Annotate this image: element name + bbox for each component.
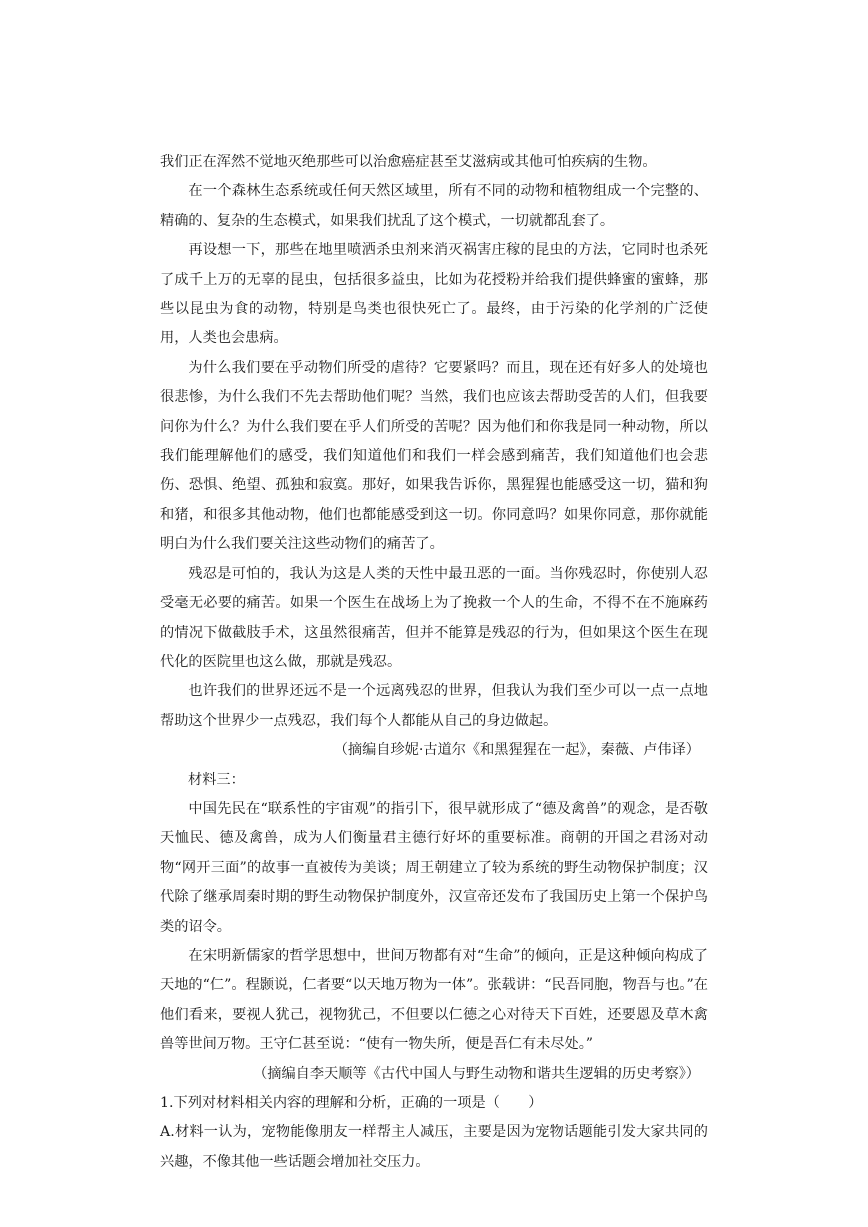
question-stem: 1.下列对材料相关内容的理解和分析，正确的一项是（ ） [160,1095,543,1111]
paragraph-5: 残忍是可怕的，我认为这是人类的天性中最丑恶的一面。当你残忍时，你使别人忍受毫无必要的痛苦。如果一个医生在战场上为了挽救一个人的生命，不得不在不施麻药的情况下做截肢手术，这虽然很痛苦，但并不能算是残忍的行为，但如果这个医生在现代化的医院里也这么做，那就是残忍。 [160,565,708,670]
option-a: A.材料一认为，宠物能像朋友一样帮主人减压，主要是因为宠物话题能引发大家共同的兴趣，不像其他一些话题会增加社交压力。 [160,1124,708,1170]
paragraph-7: 中国先民在“联系性的宇宙观”的指引下，很早就形成了“德及禽兽”的观念，是否敬天恤民、德及禽兽，成为人们衡量君主德行好坏的重要标准。商朝的开国之君汤对动物“网开三面”的故事一直被传为美谈；周王朝建立了较为系统的野生动物保护制度；汉代除了继承周秦时期的野生动物保护制度外，汉宣帝还发布了我国历史上第一个保护鸟类的诏令。 [160,800,708,935]
document-page [160,148,708,1177]
paragraph-8: 在宋明新儒家的哲学思想中，世间万物都有对“生命”的倾向，正是这种倾向构成了天地的“仁”。程颢说，仁者要“以天地万物为一体”。张载讲：“民吾同胞，物吾与也。”在他们看来，要视人犹己，视物犹己，不但要以仁德之心对待天下百姓，还要恩及草木禽兽等世间万物。王守仁甚至说：“使有一物失所，便是吾仁有未尽处。” [160,947,708,1053]
paragraph-4: 为什么我们要在乎动物们所受的虐待？它要紧吗？而且，现在还有好多人的处境也很悲惨，为什么我们不先去帮助他们呢？当然，我们也应该去帮助受苦的人们，但我要问你为什么？为什么我们要在乎人们所受的苦呢？因为他们和你我是同一种动物，所以我们能理解他们的感受，我们知道他们和我们一样会感到痛苦，我们知道他们也会悲伤、恐惧、绝望、孤独和寂寞。那好，如果我告诉你，黑猩猩也能感受这一切，猫和狗和猪，和很多其他动物，他们也都能感受到这一切。你同意吗？如果你同意，那你就能明白为什么我们要关注这些动物们的痛苦了。 [160,359,708,553]
material-three-label: 材料三： [188,771,245,788]
paragraph-1: 我们正在浑然不觉地灭绝那些可以治愈癌症甚至艾滋病或其他可怕疾病的生物。 [160,154,657,170]
source-citation-2: （摘编自李天顺等《古代中国人与野生动物和谐共生逻辑的历史考察》） [253,1065,700,1082]
paragraph-2: 在一个森林生态系统或任何天然区域里，所有不同的动物和植物组成一个完整的、精确的、复杂的生态模式，如果我们扰乱了这个模式，一切就都乱套了。 [160,183,708,229]
paragraph-3: 再设想一下，那些在地里喷洒杀虫剂来消灭祸害庄稼的昆虫的方法，它同时也杀死了成千上万的无辜的昆虫，包括很多益虫，比如为花授粉并给我们提供蜂蜜的蜜蜂，那些以昆虫为食的动物，特别是鸟类也很快死亡了。最终，由于污染的化学剂的广泛使用，人类也会患病。 [160,242,708,347]
paragraph-6: 也许我们的世界还远不是一个远离残忍的世界，但我认为我们至少可以一点一点地帮助这个世界少一点残忍，我们每个人都能从自己的身边做起。 [160,683,708,729]
source-citation-1: （摘编自珍妮·古道尔《和黑猩猩在一起》，秦薇、卢伟译） [333,742,700,759]
